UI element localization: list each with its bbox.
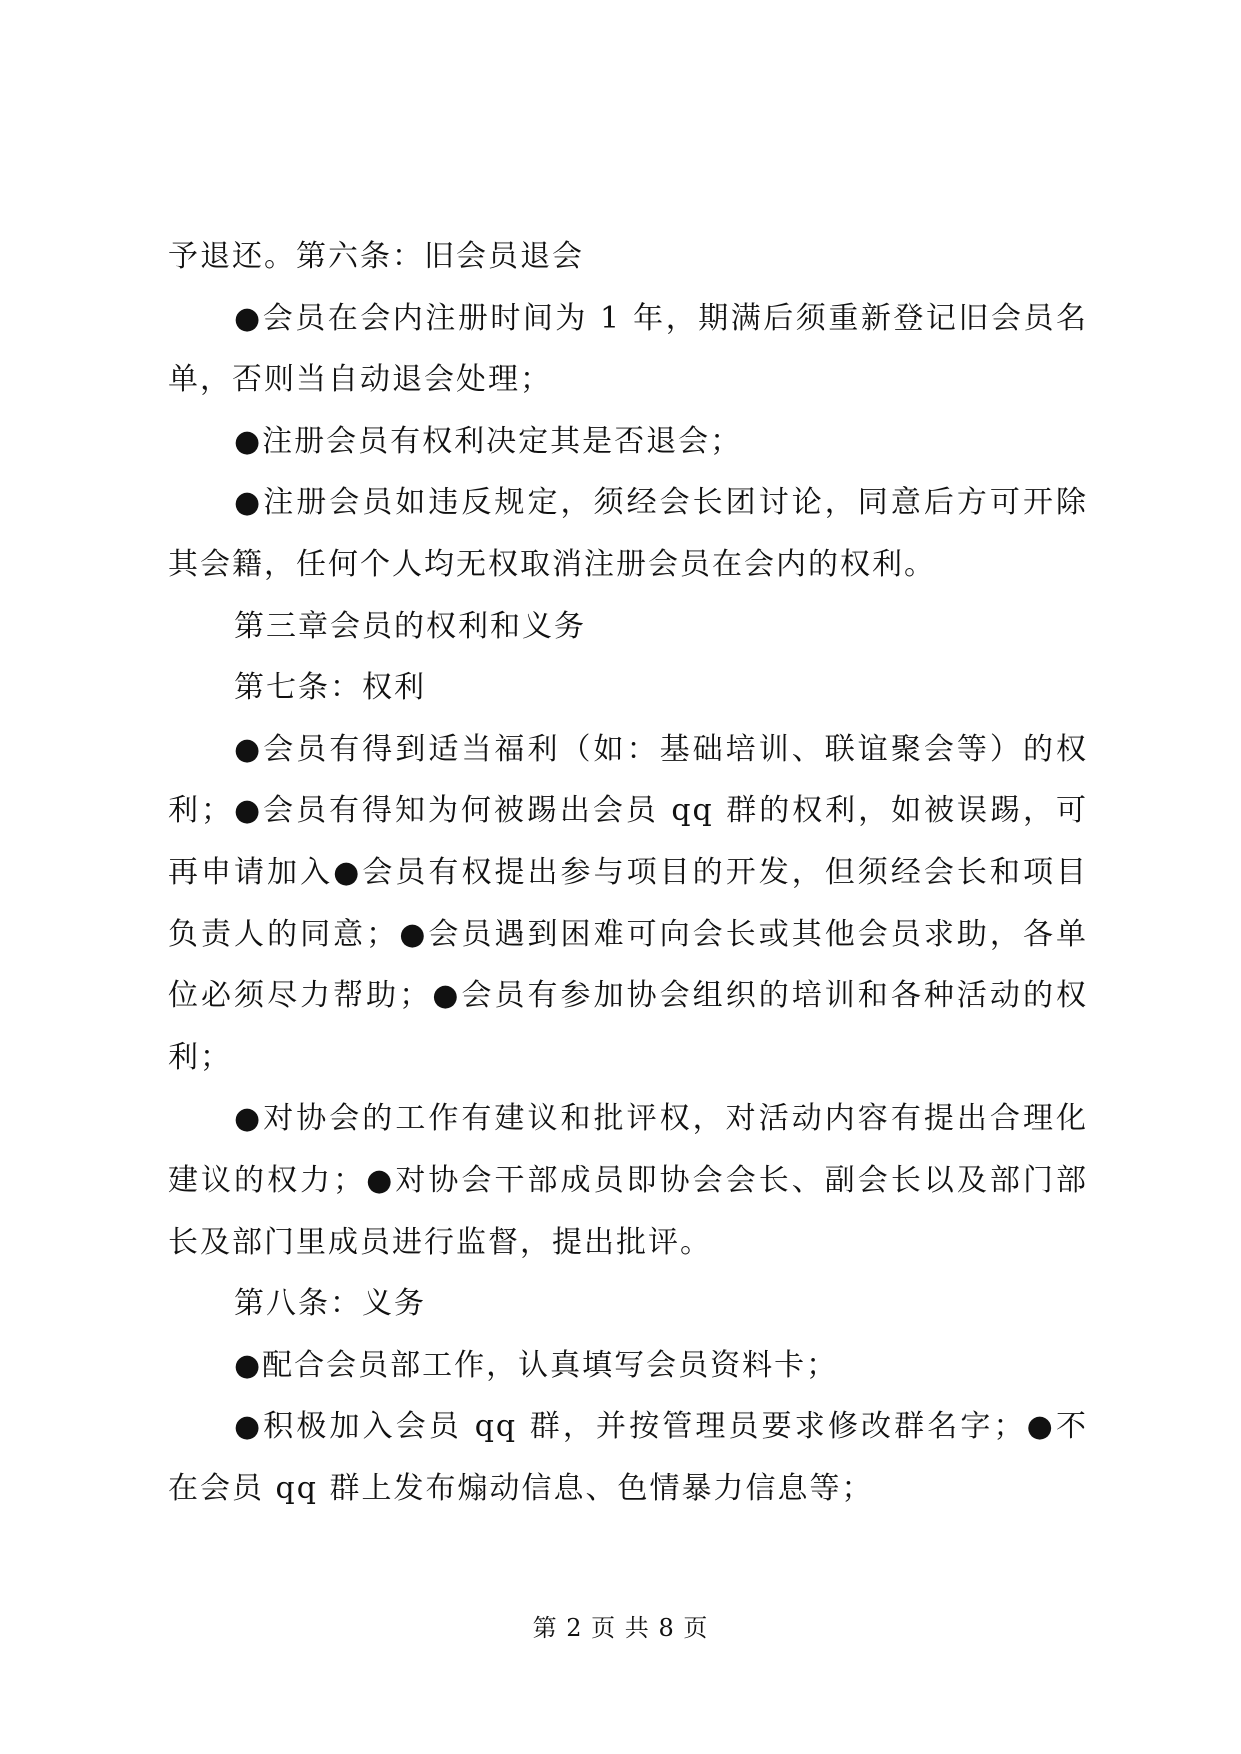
paragraph-4: ●注册会员如违反规定，须经会长团讨论，同意后方可开除其会籍，任何个人均无权取消注册会员在会内的权利。 [168, 485, 1088, 582]
paragraph-duty-2: ●积极加入会员 qq 群，并按管理员要求修改群名字；●不在会员 qq 群上发布煽动信息、色情暴力信息等； [168, 1409, 1088, 1506]
article-heading-7: 第七条：权利 [234, 670, 426, 706]
paragraph-supervision: ●对协会的工作有建议和批评权，对活动内容有提出合理化建议的权力；●对协会干部成员即协会会长、副会长以及部门部长及部门里成员进行监督，提出批评。 [168, 1101, 1088, 1260]
paragraph-duty-1: ●配合会员部工作，认真填写会员资料卡； [234, 1347, 839, 1383]
article-heading-8: 第八条：义务 [234, 1286, 426, 1322]
paragraph-2: ●会员在会内注册时间为 1 年，期满后须重新登记旧会员名单，否则当自动退会处理； [168, 300, 1088, 398]
chapter-heading: 第三章会员的权利和义务 [234, 608, 586, 644]
paragraph-3: ●注册会员有权利决定其是否退会； [234, 423, 743, 459]
page-footer: 第 2 页 共 8 页 [532, 1614, 709, 1642]
document-body [168, 226, 1088, 1519]
paragraph-1: 予退还。第六条：旧会员退会 [168, 239, 584, 274]
paragraph-rights: ●会员有得到适当福利（如：基础培训、联谊聚会等）的权利；●会员有得知为何被踢出会员 qq 群的权利，如被误踢，可再申请加入●会员有权提出参与项目的开发，但须经会长和项目负责人的同意；●会员遇到困难可向会长或其他会员求助，各单位必须尽力帮助；●会员有参加协会组织的培训和各种活动的权利； [168, 731, 1088, 1075]
